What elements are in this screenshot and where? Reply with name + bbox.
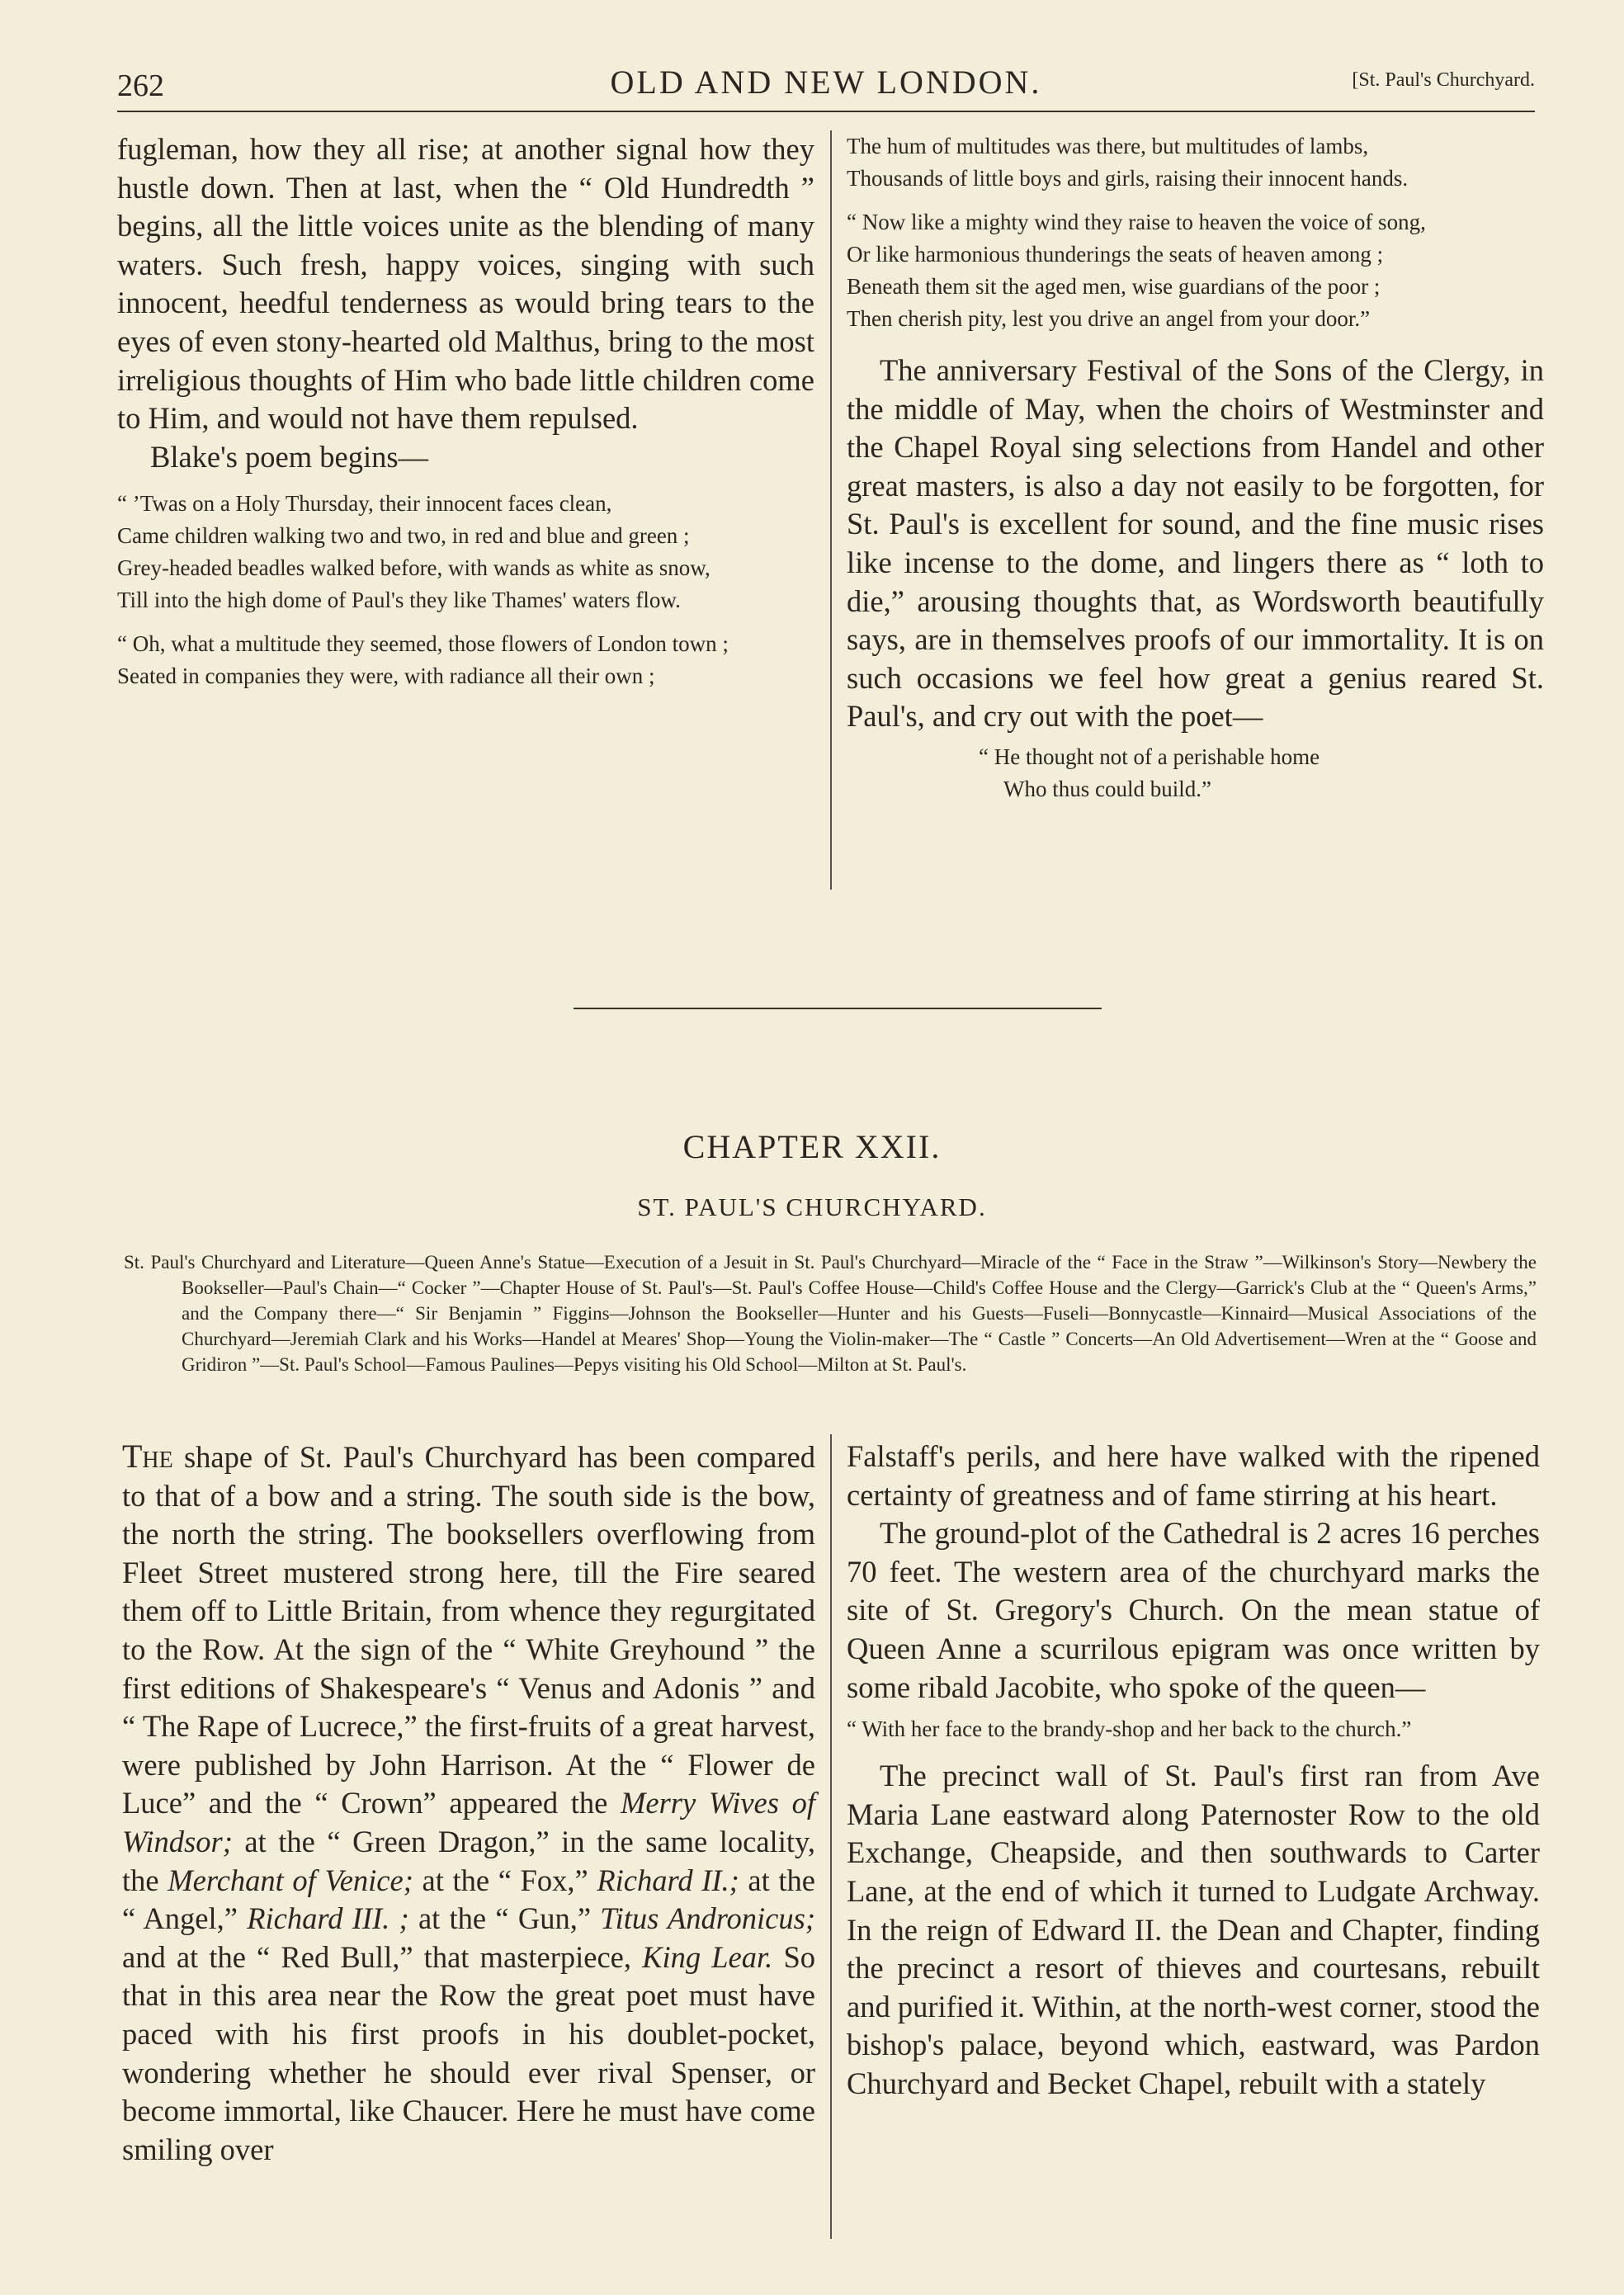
paragraph: Blake's poem begins— <box>150 439 429 474</box>
verse-line: “ Oh, what a multitude they seemed, those flowers of London town ; <box>117 631 729 657</box>
paragraph: The precinct wall of St. Paul's first ran from Ave Maria Lane eastward along Paternoster Row to the old Exchange, Cheapside, and then southwards to Carter Lane, at the end of which it turned to Ludgate Archway. In the reign of Edward II. the Dean and Chapter, finding the precinct a resort of thieves and courtesans, rebuilt and purified it. Within, at the north-west corner, stood the bishop's palace, beyond which, eastward, was Pardon Churchyard and Becket Chapel, rebuilt with a stately <box>847 1759 1540 2100</box>
chapter-title: ST. PAUL'S CHURCHYARD. <box>637 1192 987 1221</box>
verse-line: Seated in companies they were, with radiance all their own ; <box>117 663 655 689</box>
paragraph: The ground-plot of the Cathedral is 2 acres 16 perches 70 feet. The western area of the churchyard marks the site of St. Gregory's Church. On the mean statue of Queen Anne a scurrilous epigram was once written by some ribald Jacobite, who spoke of the queen— <box>847 1516 1540 1704</box>
verse-line: Or like harmonious thunderings the seats of heaven among ; <box>847 242 1384 267</box>
lower-right-column <box>847 1438 1540 2104</box>
verse-line: “ With her face to the brandy-shop and her back to the church.” <box>847 1717 1412 1742</box>
verse-line: The hum of multitudes was there, but multitudes of lambs, <box>847 134 1369 158</box>
verse-line: Grey-headed beadles walked before, with wands as white as snow, <box>117 555 710 581</box>
verse-line: “ ’Twas on a Holy Thursday, their innocent faces clean, <box>117 491 612 517</box>
paragraph: Falstaff's perils, and here have walked with the ripened certainty of greatness and of fame stirring at his heart. <box>847 1439 1540 1512</box>
paragraph: The anniversary Festival of the Sons of the Clergy, in the middle of May, when the choirs of Westminster and the Chapel Royal sing selections from Handel and other great masters, is also a day not easily to be forgotten, for St. Paul's is excellent for sound, and the fine music rises like incense to the dome, and lingers there as “ loth to die,” arousing thoughts that, as Wordsworth beautifully says, are in themselves proofs of our immortality. It is on such occasions we feel how great a genius reared St. Paul's, and cry out with the poet— <box>847 353 1544 734</box>
section-heading: [St. Paul's Churchyard. <box>1352 69 1535 91</box>
work-title: Merchant of Venice; <box>168 1863 413 1897</box>
work-title: Titus Andronicus; <box>600 1901 815 1936</box>
work-title: Merry Wives of Windsor; <box>122 1786 815 1858</box>
page-number: 262 <box>117 68 164 103</box>
work-title: Richard II.; <box>597 1863 739 1897</box>
blake-verse <box>117 488 814 692</box>
verse-line: “ Now like a mighty wind they raise to heaven the voice of song, <box>847 210 1426 234</box>
lead-word: The <box>122 1438 173 1475</box>
verse-line: “ He thought not of a perishable home <box>979 744 1320 769</box>
wordsworth-quote <box>979 741 1544 805</box>
header-rule <box>117 111 1535 112</box>
verse-line: Then cherish pity, lest you drive an angel from your door.” <box>847 306 1371 331</box>
paragraph: fugleman, how they all rise; at another signal how they hustle down. Then at last, when the “ Old Hundredth ” begins, all the little voices unite as the blending of many waters. Such fresh, happy voices, singing with such innocent, heedful tenderness as would bring tears to the eyes of even stony-hearted old Malthus, bring to the most irreligious thoughts of Him who bade little children come to Him, and would not have them repulsed. <box>117 132 814 436</box>
column-divider <box>830 130 832 890</box>
upper-left-column <box>117 130 814 692</box>
paragraph: The shape of St. Paul's Churchyard has been compared to that of a bow and a string. The south side is the bow, the north the string. The booksellers overflowing from Fleet Street mustered strong here, till the Fire seared them off to Little Britain, from whence they regurgitated to the Row. At the sign of the “ White Greyhound ” the first editions of Shakespeare's “ Venus and Adonis ” and “ The Rape of Lucrece,” the first-fruits of a great harvest, were published by John Harrison. At the “ Flower de Luce” and the “ Crown” appeared the Merry Wives of Windsor; at the “ Green Dragon,” in the same locality, the Merchant of Venice; at the “ Fox,” Richard II.; at the “ Angel,” Richard III. ; at the “ Gun,” Titus Andronicus; and at the “ Red Bull,” that masterpiece, King Lear. So that in this area near the Row the great poet must have paced with his first proofs in his doublet-pocket, wondering whether he should ever rival Spenser, or become immortal, like Chaucer. Here he must have come smiling over <box>122 1438 816 2166</box>
running-title: OLD AND NEW LONDON. <box>610 64 1042 101</box>
column-divider <box>830 1434 832 2239</box>
work-title: King Lear. <box>642 1939 773 1974</box>
upper-right-column <box>847 130 1544 805</box>
lower-left-column <box>122 1438 815 2169</box>
blake-verse-continued <box>847 130 1544 335</box>
verse-line: Came children walking two and two, in red and blue and green ; <box>117 523 690 549</box>
synopsis-text: St. Paul's Churchyard and Literature—Queen Anne's Statue—Execution of a Jesuit in St. Paul's Churchyard—Miracle of the “ Face in the Straw ”—Wilkinson's Story—Newbery the Bookseller—Paul's Chain—“ Cocker ”—Chapter House of St. Paul's—St. Paul's Coffee House—Child's Coffee House and the Clergy—Garrick's Club at the “ Queen's Arms,” and the Company there—“ Sir Benjamin ” Figgins—Johnson the Bookseller—Hunter and his Guests—Fuseli—Bonnycastle—Kinnaird—Musical Associations of the Churchyard—Jeremiah Clark and his Works—Handel at Meares' Shop—Young the Violin-maker—The “ Castle ” Concerts—An Old Advertisement—Wren at the “ Goose and Gridiron ”—St. Paul's School—Famous Paulines—Pepys visiting his Old School—Milton at St. Paul's. <box>124 1252 1537 1375</box>
epigram-quote <box>847 1713 1540 1745</box>
chapter-synopsis <box>124 1249 1537 1377</box>
verse-line: Till into the high dome of Paul's they like Thames' waters flow. <box>117 588 681 613</box>
verse-line: Thousands of little boys and girls, raising their innocent hands. <box>847 166 1409 191</box>
section-rule <box>574 1008 1102 1009</box>
running-head <box>117 56 1535 106</box>
chapter-number: CHAPTER XXII. <box>682 1128 942 1165</box>
verse-line: Who thus could build.” <box>1003 776 1211 801</box>
verse-line: Beneath them sit the aged men, wise guardians of the poor ; <box>847 274 1381 299</box>
work-title: Richard III. ; <box>247 1901 409 1936</box>
